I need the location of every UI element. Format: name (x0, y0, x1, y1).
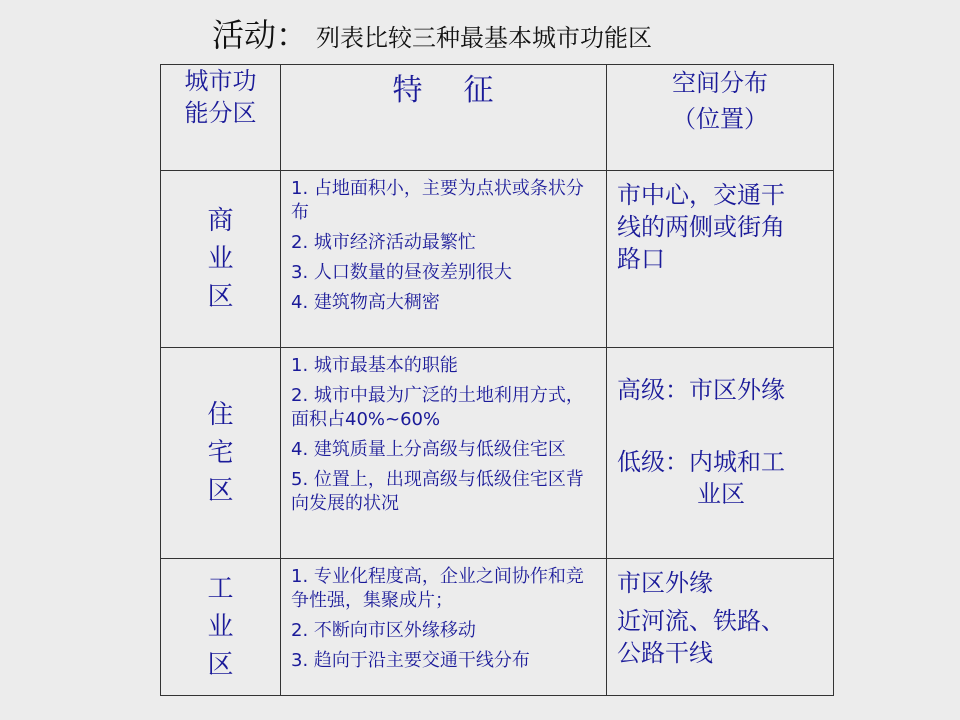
feature-item: 5. 位置上，出现高级与低级住宅区背向发展的状况 (291, 469, 584, 514)
feature-item: 2. 城市中最为广泛的土地利用方式，面积占40%~60% (291, 385, 584, 430)
feature-item: 3. 人口数量的昼夜差别很大 (291, 262, 512, 283)
distribution-line: 业区 (697, 480, 745, 508)
title-main: 活动： (212, 16, 309, 54)
comparison-table (160, 64, 834, 696)
header-zone-line: 能分区 (184, 99, 257, 127)
distribution-line: 市区外缘 (617, 569, 713, 597)
header-zone (161, 65, 281, 171)
zone-char: 区 (207, 282, 234, 312)
zone-cell (161, 171, 281, 348)
header-zone-line: 城市功 (184, 67, 257, 95)
distribution-line: 路口 (617, 245, 665, 273)
zone-char: 商 (207, 206, 234, 236)
table-row-industrial (161, 559, 834, 696)
distribution-line: 公路干线 (617, 639, 713, 667)
feature-item: 1. 城市最基本的职能 (291, 355, 458, 376)
features-cell (281, 559, 607, 696)
features-cell (281, 171, 607, 348)
slide-title (212, 10, 652, 56)
header-distribution-line: （位置） (672, 105, 768, 133)
features-cell (281, 348, 607, 559)
header-distribution-line: 空间分布 (672, 69, 768, 97)
header-features (281, 65, 607, 171)
title-sub: 列表比较三种最基本城市功能区 (316, 24, 653, 52)
zone-cell (161, 559, 281, 696)
feature-item: 2. 不断向市区外缘移动 (291, 620, 476, 641)
zone-char: 业 (207, 244, 234, 274)
zone-char: 区 (207, 476, 234, 506)
distribution-line: 高级：市区外缘 (617, 376, 785, 404)
feature-item: 4. 建筑质量上分高级与低级住宅区 (291, 439, 566, 460)
distribution-line: 线的两侧或街角 (617, 213, 785, 241)
feature-item: 1. 专业化程度高，企业之间协作和竞争性强，集聚成片； (291, 566, 584, 611)
zone-char: 宅 (207, 438, 234, 468)
feature-item: 1. 占地面积小，主要为点状或条状分布 (291, 178, 584, 223)
header-row (161, 65, 834, 171)
header-features-label: 特 征 (392, 73, 495, 108)
zone-cell (161, 348, 281, 559)
zone-char: 区 (207, 650, 234, 680)
table-row-residential (161, 348, 834, 559)
zone-char: 业 (207, 612, 234, 642)
header-distribution (607, 65, 834, 171)
zone-char: 住 (207, 400, 234, 430)
feature-item: 4. 建筑物高大稠密 (291, 292, 440, 313)
zone-char: 工 (207, 574, 234, 604)
distribution-line: 近河流、铁路、 (617, 607, 785, 635)
distribution-line: 低级：内城和工 (617, 448, 785, 476)
feature-item: 3. 趋向于沿主要交通干线分布 (291, 650, 530, 671)
table-row-commercial (161, 171, 834, 348)
distribution-cell (607, 348, 834, 559)
distribution-cell (607, 171, 834, 348)
distribution-line: 市中心，交通干 (617, 181, 785, 209)
distribution-cell (607, 559, 834, 696)
feature-item: 2. 城市经济活动最繁忙 (291, 232, 476, 253)
